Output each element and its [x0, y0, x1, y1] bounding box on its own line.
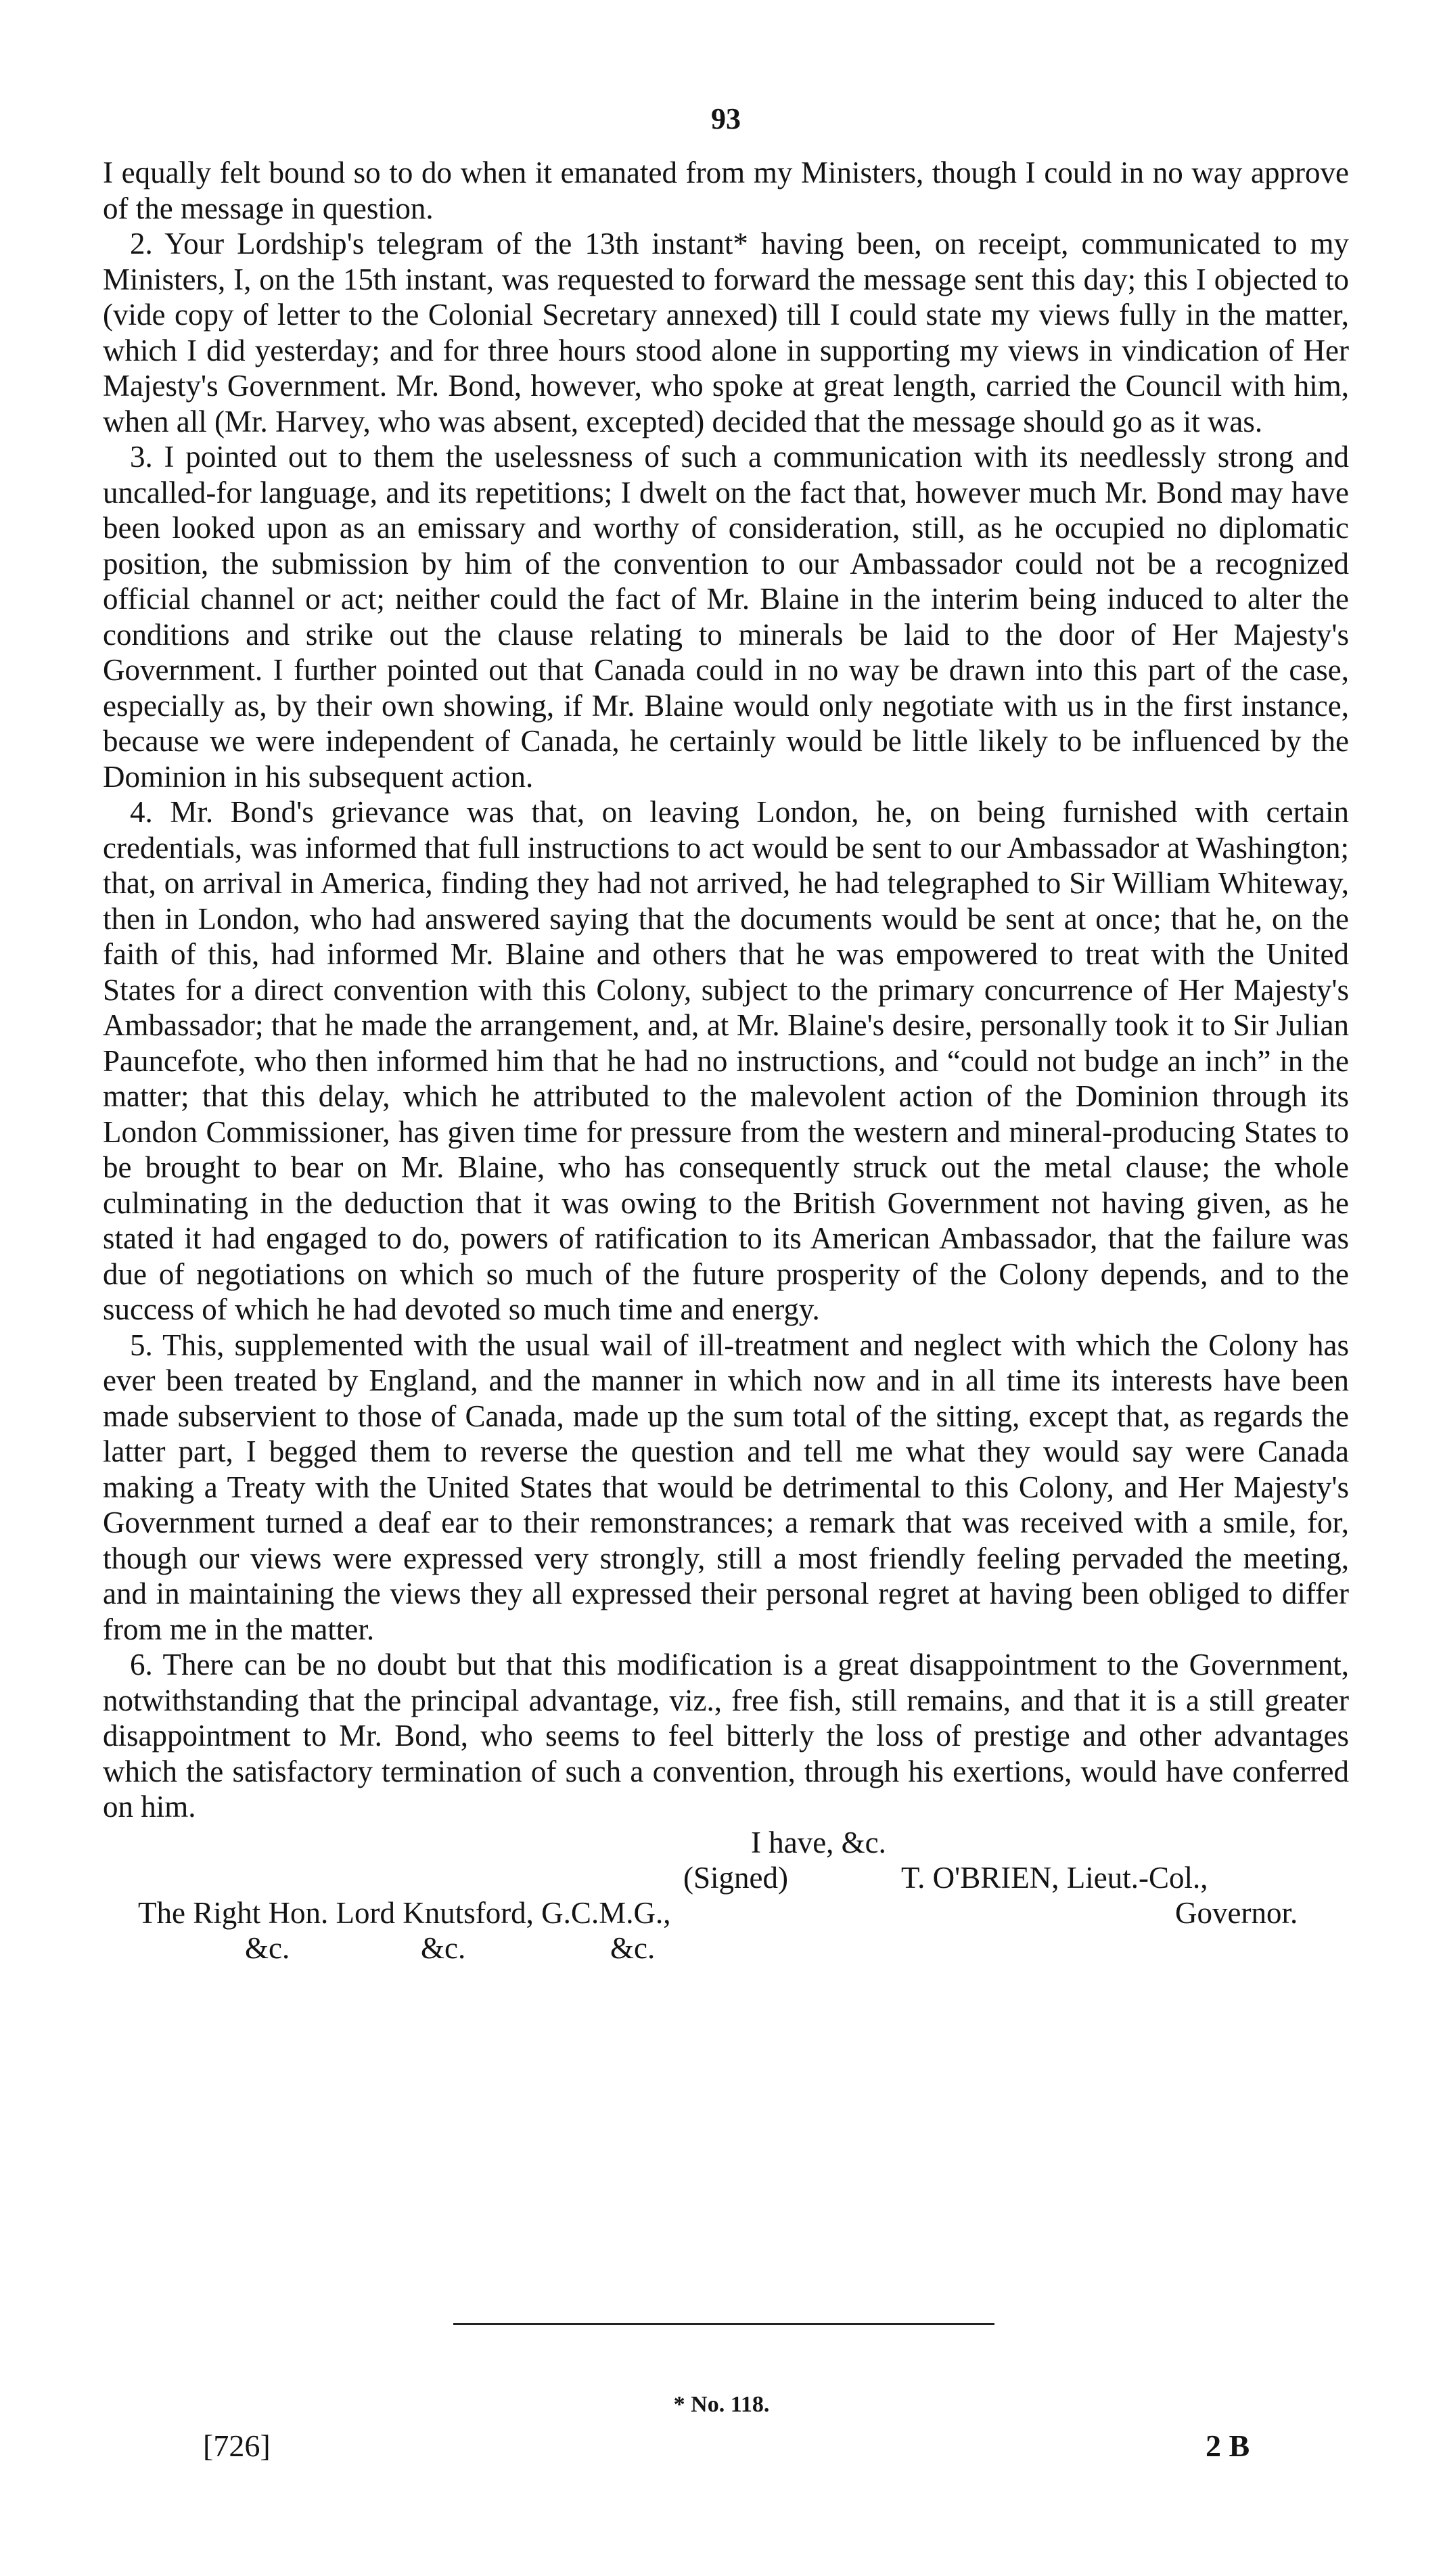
signature-block — [103, 1825, 1349, 2004]
addressee: The Right Hon. Lord Knutsford, G.C.M.G., — [138, 1895, 671, 1930]
etc-2: &c. — [421, 1930, 466, 1965]
section-divider — [453, 2323, 994, 2325]
footnote: * No. 118. — [673, 2392, 770, 2417]
page-number: 93 — [711, 102, 741, 135]
paragraph-6: 6. There can be no doubt but that this modification is a great disappointment to the Government, notwithstanding that the principal advantage, viz., free fish, still remains, and that it is a still greater disappointment to Mr. Bond, who seems to feel bitterly the loss of prestige and other advantages which the satisfactory termination of such a convention, through his exertions, would have conferred on him. — [103, 1648, 1349, 1824]
paragraph-5: 5. This, supplemented with the usual wail of ill-treatment and neglect with which the Colony has ever been treated by England, and the manner in which now and in all time its interests have been made subservient to those of Canada, made up the sum total of the sitting, except that, as regards the latter part, I begged them to reverse the question and tell me what they would say were Canada making a Treaty with the United States that would be detrimental to this Colony, and Her Majesty's Government turned a deaf ear to their remonstrances; a remark that was received with a smile, for, though our views were expressed very strongly, still a most friendly feeling pervaded the meeting, and in maintaining the views they all expressed their personal regret at having been obliged to differ from me in the matter. — [103, 1328, 1349, 1646]
page-body — [103, 101, 1349, 2004]
paragraph-3: 3. I pointed out to them the uselessness of such a communication with its needlessly strong and uncalled-for language, and its repetitions; I dwelt on the fact that, however much Mr. Bond may have been looked upon as an emissary and worthy of consideration, still, as he occupied no diplomatic position, the submission by him of the convention to our Ambassador could not be a recognized official channel or act; neither could the fact of Mr. Blaine in the interim being induced to alter the conditions and strike out the clause relating to minerals be laid to the door of Her Majesty's Government. I further pointed out that Canada could in no way be drawn into this part of the case, especially as, by their own showing, if Mr. Blaine would only negotiate with us in the first instance, because we were independent of Canada, he certainly would be little likely to be influenced by the Dominion in his subsequent action. — [103, 440, 1349, 794]
paragraph-continued: I equally felt bound so to do when it emanated from my Ministers, though I could in no way approve of the message in question. — [103, 156, 1349, 225]
signatory-title: Governor. — [1175, 1895, 1298, 1930]
signatory-name: T. O'BRIEN, Lieut.-Col., — [901, 1860, 1208, 1895]
etc-3: &c. — [610, 1930, 656, 1965]
etc-1: &c. — [245, 1930, 290, 1965]
closing-formula: I have, &c. — [751, 1825, 886, 1859]
signature-mark: 2 B — [1206, 2428, 1250, 2463]
paragraph-2: 2. Your Lordship's telegram of the 13th instant* having been, on receipt, communicated to my Ministers, I, on the 15th instant, was requested to forward the message sent this day; this I objected to (vide copy of letter to the Colonial Secretary annexed) till I could state my views fully in the matter, which I did yesterday; and for three hours stood alone in supporting my views in vindication of Her Majesty's Government. Mr. Bond, however, who spoke at great length, carried the Council with him, when all (Mr. Harvey, who was absent, excepted) decided that the message should go as it was. — [103, 227, 1349, 438]
signed-label: (Signed) — [683, 1860, 788, 1895]
print-reference: [726] — [203, 2428, 271, 2463]
paragraph-4: 4. Mr. Bond's grievance was that, on leaving London, he, on being furnished with certain credentials, was informed that full instructions to act would be sent to our Ambassador at Washington; that, on arrival in America, finding they had not arrived, he had telegraphed to Sir William Whiteway, then in London, who had answered saying that the documents would be sent at once; that he, on the faith of this, had informed Mr. Blaine and others that he was empowered to treat with the United States for a direct convention with this Colony, subject to the primary concurrence of Her Majesty's Ambassador; that he made the arrangement, and, at Mr. Blaine's desire, personally took it to Sir Julian Pauncefote, who then informed him that he had no instructions, and “could not budge an inch” in the matter; that this delay, which he attributed to the malevolent action of the Dominion through its London Commissioner, has given time for pressure from the western and mineral-producing States to be brought to bear on Mr. Blaine, who has consequently struck out the metal clause; the whole culminating in the deduction that it was owing to the British Government not having given, as he stated it had engaged to do, powers of ratification to its American Ambassador, that the failure was due of negotiations on which so much of the future prosperity of the Colony depends, and to the success of which he had devoted so much time and energy. — [103, 795, 1349, 1326]
